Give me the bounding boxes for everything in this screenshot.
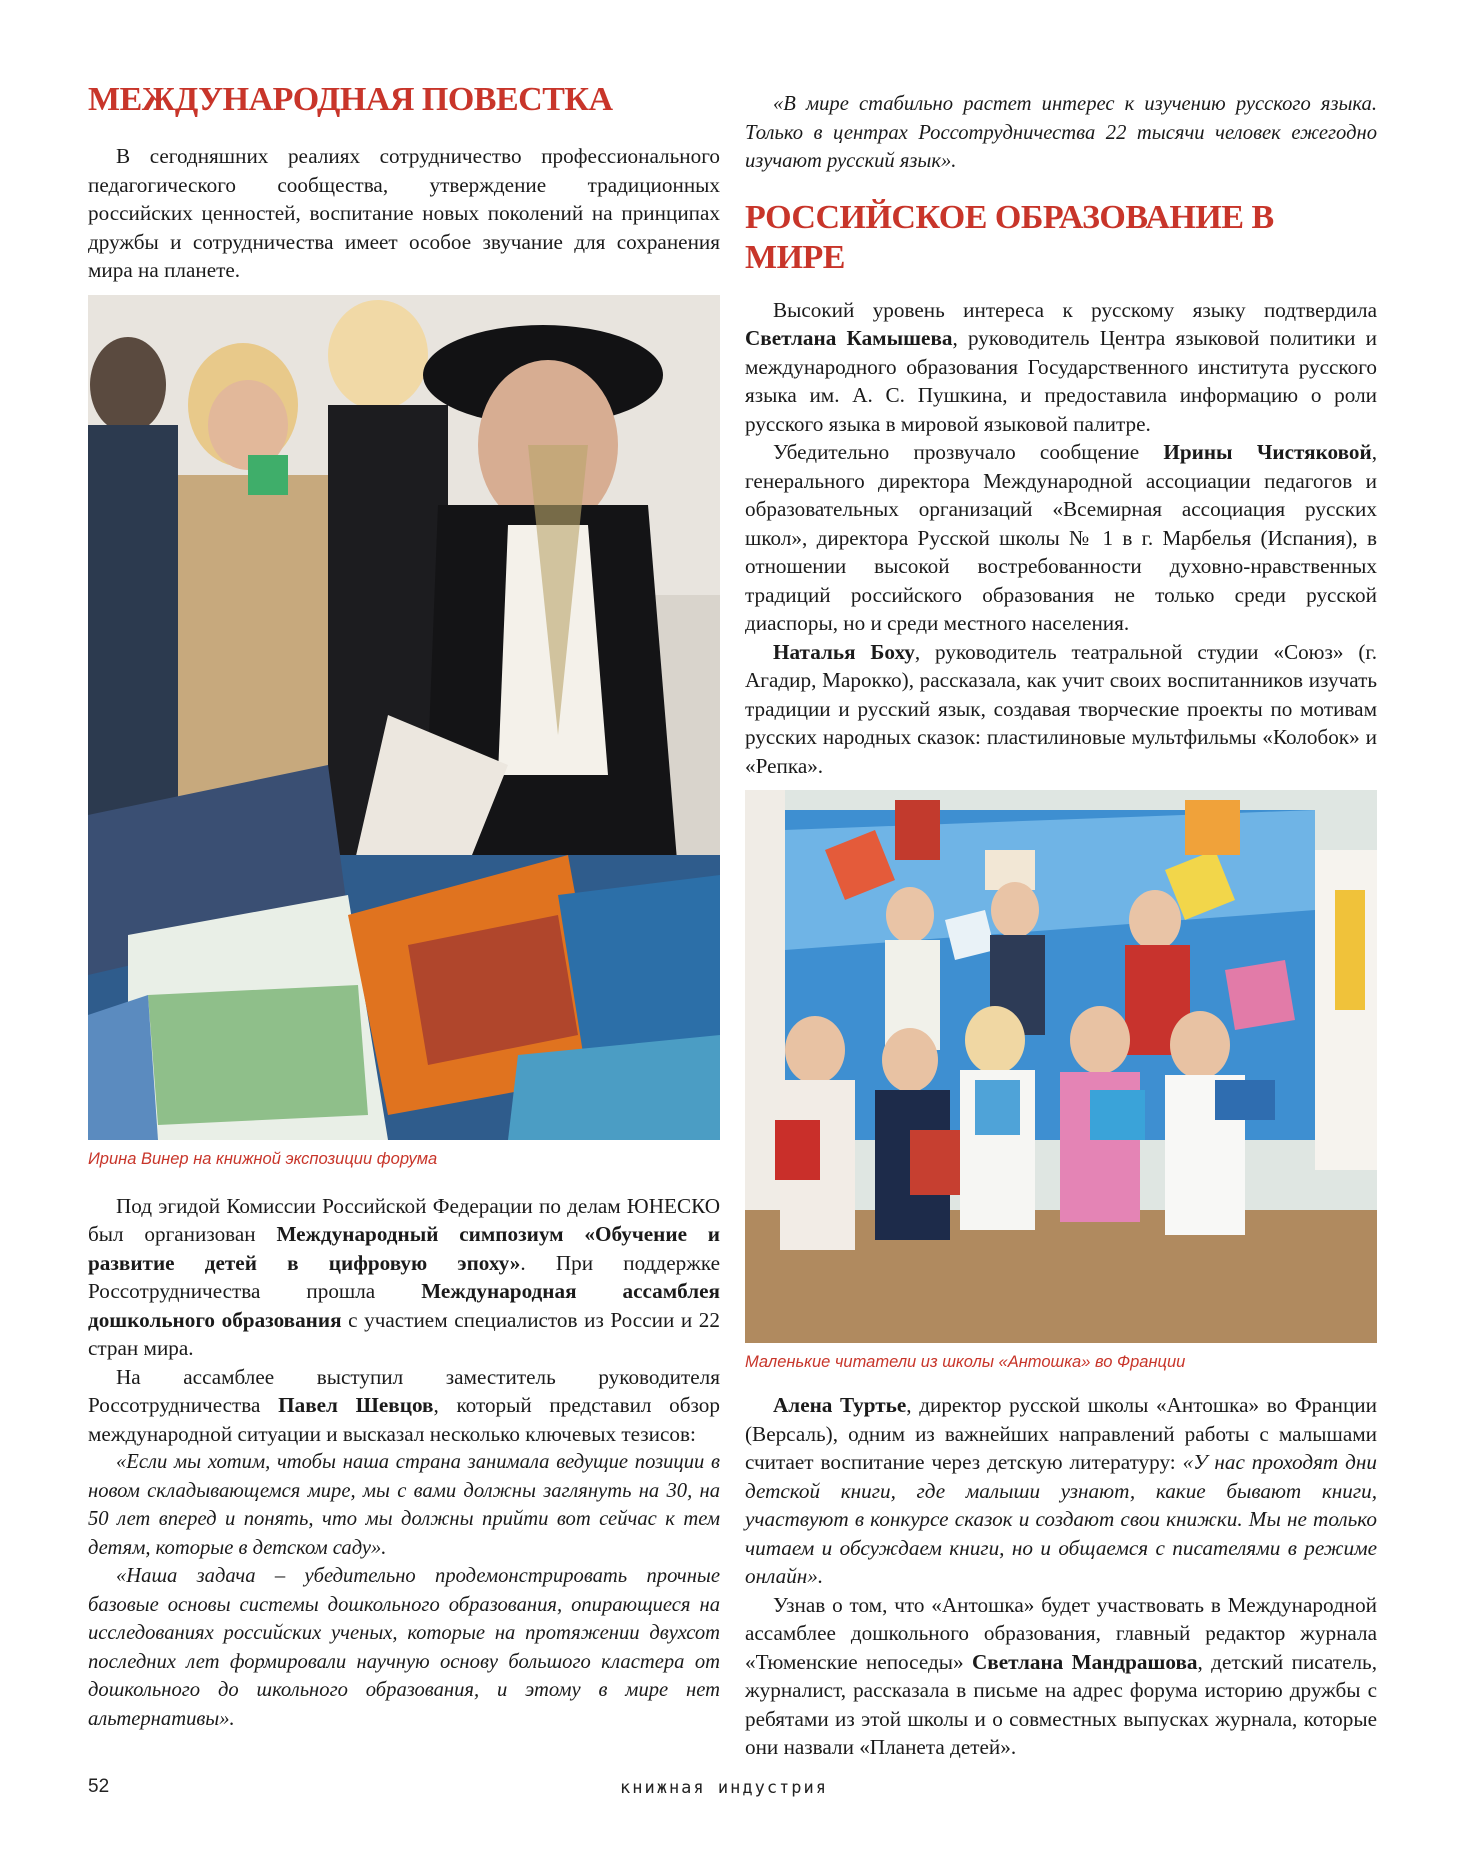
photo-book-exhibition [88, 295, 720, 1140]
text-run: Узнав о том, что «Антошка» будет участвовать в Международной ассамблее дошкольного образования, главный редактор журнала «Тюменские непоседы» [745, 1592, 1377, 1674]
paragraph-mandrashova [745, 1591, 1377, 1762]
quote-shevtsov-1: «Если мы хотим, чтобы наша страна занимала ведущие позиции в новом складывающемся мире, мы с вами должны заглянуть на 30, на 50 лет вперед и понять, что мы должны прийти вот сейчас к тем детям, которые в детском саду». [88, 1451, 720, 1559]
text-run: Убедительно прозвучало сообщение [773, 440, 1164, 464]
text-run: , руководитель театральной студии «Союз» (г. Агадир, Марокко), рассказала, как учит своих воспитанников изучать традиции и русский язык, создавая творческие проекты по мотивам русских народных сказок: пластилиновые мультфильмы «Колобок» и «Репка». [745, 639, 1377, 778]
person-name: Павел Шевцов [278, 1393, 434, 1417]
paragraph-kamysheva [745, 296, 1377, 439]
paragraph-chistyakova [745, 438, 1377, 638]
text-run: , который представил обзор международной ситуации и высказал несколько ключевых тезисов: [88, 1393, 720, 1446]
paragraph-bokhu [745, 638, 1377, 781]
right-column [745, 90, 1377, 1762]
text-run: с участием специалистов из России и 22 стран мира. [88, 1307, 720, 1360]
text-run: , детский писатель, журналист, рассказала в письме на адрес форума историю дружбы с ребятами из этой школы и о совместных выпусках журнала, которые они назвали «Планета детей». [745, 1649, 1377, 1759]
text-run: Под эгидой Комиссии Российской Федерации по делам ЮНЕСКО был организован [88, 1193, 720, 1246]
quote-inline: «У нас проходят дни детской книги, где малыши узнают, какие бывают книги, участвуют в конкурсе сказок и создают свои книжки. Мы не только читаем и обсуждаем книги, но и общаемся с писателями в режиме онлайн». [745, 1450, 1377, 1588]
photo-children-readers [745, 790, 1377, 1343]
section-heading-russian-education: РОССИЙСКОЕ ОБРАЗОВАНИЕ В МИРЕ [745, 198, 1274, 276]
photo-book-exhibition-image [88, 295, 720, 1140]
page-number: 52 [88, 1776, 110, 1797]
quote-shevtsov-2: «Наша задача – убедительно продемонстрировать прочные базовые основы системы дошкольного образования, опирающиеся на исследованиях российских ученых, которые на протяжении двухсот последних лет формировали научную основу большого кластера от дошкольного до школьного образования, и этому в мире нет альтернативы». [88, 1565, 720, 1730]
left-column [88, 80, 720, 1733]
text-run: На ассамблее выступил заместитель руководителя Россотрудничества [88, 1364, 720, 1417]
text-run: , директор русской школы «Антошка» во Франции (Версаль), одним из важнейших направлений работы с малышами считает воспитание через детскую литературу: [745, 1393, 1377, 1474]
person-name: Алена Туртье [773, 1393, 907, 1417]
paragraph-shevtsov [88, 1363, 720, 1449]
photo-caption-left: Ирина Винер на книжной экспозиции форума [88, 1149, 438, 1168]
paragraph-symposium [88, 1192, 720, 1363]
section-heading-international: МЕЖДУНАРОДНАЯ ПОВЕСТКА [88, 81, 613, 118]
person-name: Светлана Мандрашова [971, 1649, 1198, 1674]
magazine-title: книжная индустрия [620, 1778, 828, 1798]
paragraph-turtie [745, 1391, 1377, 1591]
person-name: Наталья Боху [773, 639, 915, 664]
text-run: Высокий уровень интереса к русскому языку подтвердила [773, 297, 1377, 322]
person-name: Ирины Чистяковой [1163, 440, 1372, 464]
photo-children-readers-image [745, 790, 1377, 1343]
symposium-title: Международный симпозиум «Обучение и развитие детей в цифровую эпоху» [88, 1222, 720, 1275]
person-name: Светлана Камышева [745, 326, 953, 350]
text-run: , руководитель Центра языковой политики и международного образования Государственного института русского языка им. А. С. Пушкина, и предоставила информацию о роли русского языка в мировой языковой палитре. [745, 326, 1377, 436]
quote-top: «В мире стабильно растет интерес к изучению русского языка. Только в центрах Россотрудничества 22 тысячи человек ежегодно изучают русский язык». [745, 93, 1377, 172]
assembly-title: Международная ассамблея дошкольного образования [88, 1279, 721, 1332]
text-run: , генерального директора Международной ассоциации педагогов и образовательных организаций «Всемирная ассоциация русских школ», директора Русской школы № 1 в г. Марбелья (Испания), в отношении высокой востребованности духовно-нравственных традиций российского образования не только среди русской диаспоры, но и среди местного населения. [745, 440, 1377, 635]
intro-paragraph: В сегодняшних реалиях сотрудничество профессионального педагогического сообщества, утверждение традиционных российских ценностей, воспитание новых поколений на принципах дружбы и сотрудничества имеет особое звучание для сохранения мира на планете. [88, 144, 720, 282]
text-run: . При поддержке Россотрудничества прошла [88, 1250, 720, 1303]
photo-caption-right: Маленькие читатели из школы «Антошка» во Франции [745, 1353, 1186, 1371]
